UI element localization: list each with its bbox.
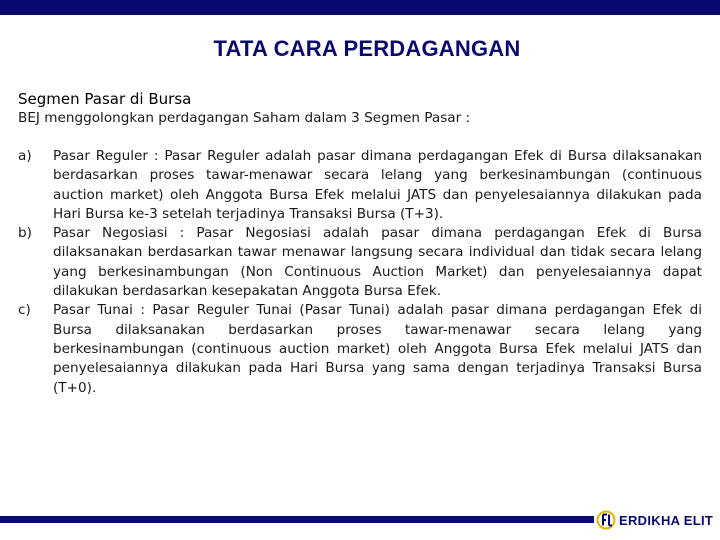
- list-item-text: Pasar Negosiasi : Pasar Negosiasi adalah pasar dimana perdagangan Efek di Bursa dilaksanakan berdasarkan tawar menawar langsung secara individual dan tidak secara lelang yang berkesinambungan (Non Continuous Auction Market) dan penyelesaiannya dapat dilakukan berdasarkan kesepakatan Anggota Bursa Efek.: [53, 225, 702, 300]
- brand-name: ERDIKHA ELIT: [619, 512, 714, 528]
- list-item-text: Pasar Reguler : Pasar Reguler adalah pasar dimana perdagangan Efek di Bursa dilaksanakan berdasarkan proses tawar-menawar secara lelang yang berkesinambungan (continuous auction market) oleh Anggota Bursa Efek melalui JATS dan penyelesaiannya dilakukan pada Hari Bursa ke-3 setelah terjadinya Transaksi Bursa (T+3).: [53, 148, 702, 222]
- list-item-tunai: [18, 301, 702, 397]
- section-subtitle: Segmen Pasar di Bursa: [18, 90, 192, 108]
- slide-title: TATA CARA PERDAGANGAN: [213, 36, 521, 61]
- footer-brand: [596, 510, 713, 530]
- list-marker: a): [18, 148, 32, 164]
- list-marker: c): [18, 302, 31, 319]
- list-item-text: Pasar Tunai : Pasar Reguler Tunai (Pasar Tunai) adalah pasar dimana perdagangan Efek di Bursa dilaksanakan berdasarkan proses tawar-menawar secara lelang yang berkesinambungan (continuous auction market) oleh Anggota Bursa Efek melalui JATS dan penyelesaiannya dilakukan pada Hari Bursa yang sama dengan terjadinya Transaksi Bursa (T+0).: [53, 302, 702, 396]
- list-item-negosiasi: [18, 224, 702, 301]
- bottom-bar: [0, 516, 594, 523]
- list-item-reguler: [18, 147, 702, 224]
- erdikha-logo-icon: [596, 510, 616, 530]
- list-marker: b): [18, 225, 32, 242]
- top-bar: [0, 0, 720, 15]
- segment-list: [18, 147, 702, 398]
- intro-text: BEJ menggolongkan perdagangan Saham dalam 3 Segmen Pasar :: [18, 110, 471, 126]
